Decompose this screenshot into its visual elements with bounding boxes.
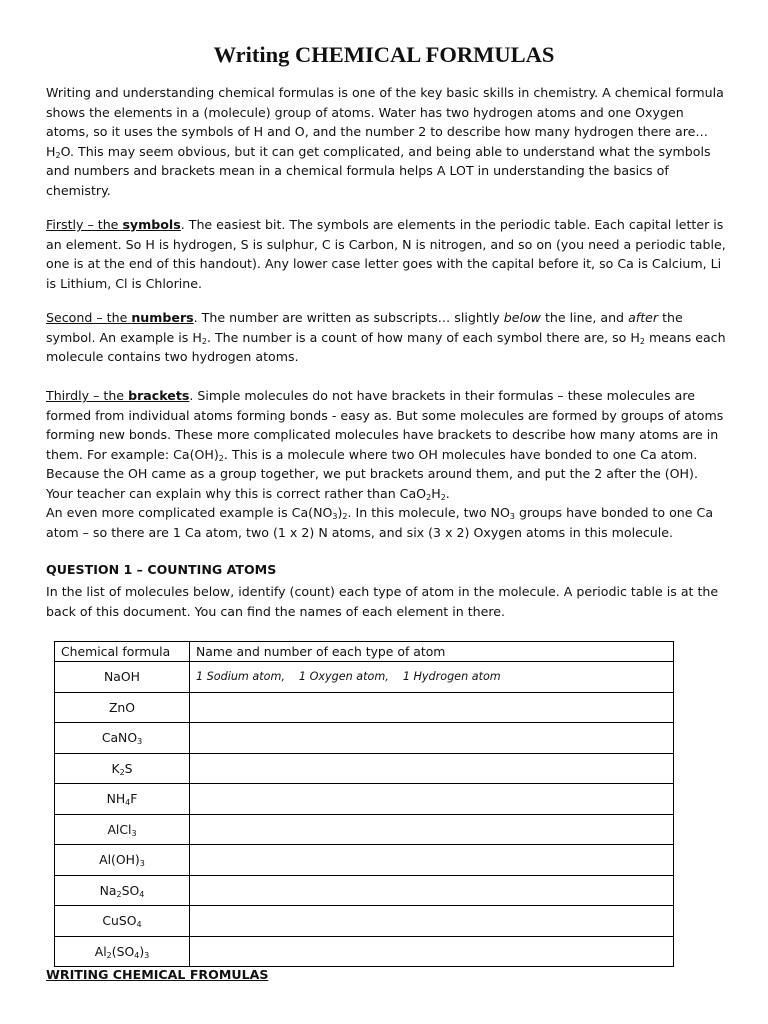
keyword-brackets: brackets (128, 388, 190, 403)
table-header-row (55, 642, 674, 662)
formula-cell: NaOH (55, 662, 190, 693)
question1-instructions: In the list of molecules below, identify (count) each type of atom in the molecule. A periodic table is at the back of this document. You can find the names of each element in there. (46, 584, 719, 619)
formula-cell: $NH_4F$ (55, 784, 190, 815)
answer-cell[interactable] (190, 936, 674, 967)
formula-cell: CaNO$_3$ (55, 723, 190, 754)
formula-cell: $Al_2(SO_4)_3$ (55, 936, 190, 967)
atom-count-table (54, 641, 674, 967)
table-row (55, 753, 674, 784)
header-atom-names: Name and number of each type of atom (190, 642, 674, 662)
example-answer-cell: 1 Sodium atom, 1 Oxygen atom, 1 Hydrogen atom (190, 662, 674, 693)
formula-cell: CuSO$_4$ (55, 906, 190, 937)
table-row (55, 906, 674, 937)
numbers-paragraph: Second – the numbers. The number are written as subscripts… slightly below the line, and after the symbol. An example is $H_2$. The number is a count of how many of each symbol there are, so $H_2$ means each molecule contains two hydrogen atoms. (46, 310, 726, 364)
header-chemical-formula: Chemical formula (55, 642, 190, 662)
formula-cell: $K_2S$ (55, 753, 190, 784)
formula-cell: ZnO (55, 692, 190, 723)
answer-cell[interactable] (190, 784, 674, 815)
table-row (55, 784, 674, 815)
table-row (55, 662, 674, 693)
answer-cell[interactable] (190, 814, 674, 845)
formula-cell: $Na_2SO_4$ (55, 875, 190, 906)
answer-cell[interactable] (190, 845, 674, 876)
symbols-paragraph: Firstly – the symbols. The easiest bit. The symbols are elements in the periodic table. Each capital letter is an element. So H is hydrogen, S is sulphur, C is Carbon, N is nitrogen, and so on (you need a periodic table, one is at the end of this handout). Any lower case letter goes with the capital before it, so Ca is Calcium, Li is Lithium, Cl is Chlorine. (46, 217, 726, 291)
section-heading-writing: WRITING CHEMICAL FROMULAS (46, 967, 269, 982)
table-row (55, 875, 674, 906)
table-row (55, 936, 674, 967)
keyword-numbers: numbers (131, 310, 194, 325)
keyword-symbols: symbols (122, 217, 181, 232)
answer-cell[interactable] (190, 753, 674, 784)
table-row (55, 845, 674, 876)
question1-heading: QUESTION 1 – COUNTING ATOMS (46, 562, 277, 577)
formula-cell: AlCl$_3$ (55, 814, 190, 845)
formula-cell: $Al(OH)_3$ (55, 845, 190, 876)
answer-cell[interactable] (190, 875, 674, 906)
page-title: Writing CHEMICAL FORMULAS (213, 42, 555, 67)
table-row (55, 723, 674, 754)
intro-paragraph: Writing and understanding chemical formulas is one of the key basic skills in chemistry. A chemical formula shows the elements in a (molecule) group of atoms. Water has two hydrogen atoms and one Oxygen atoms, so it uses the symbols of H and O, and the number 2 to describe how many hydrogen there are… $H_2O$. This may seem obvious, but it can get complicated, and being able to understand what the symbols and numbers and brackets mean in a chemical formula helps A LOT in understanding the basics of chemistry. (46, 85, 724, 198)
table-row (55, 692, 674, 723)
answer-cell[interactable] (190, 692, 674, 723)
brackets-paragraph: Thirdly – the brackets. Simple molecules do not have brackets in their formulas – these molecules are formed from individual atoms forming bonds - easy as. But some molecules are formed by groups of atoms forming new bonds. These more complicated molecules have brackets to describe how many atoms are in them. For example: $Ca(OH)_2$. This is a molecule where two OH molecules have bonded to one Ca atom. Because the OH came as a group together, we put brackets around them, and put the 2 after the (OH). Your teacher can explain why this is correct rather than $CaO_2H_2$. An even more complicated example is $Ca(NO_3)_2$. In this molecule, two $NO_3$ groups have bonded to one Ca atom – so there are 1 Ca atom, two (1 x 2) N atoms, and six (3 x 2) Oxygen atoms in this molecule. (46, 388, 724, 540)
answer-cell[interactable] (190, 723, 674, 754)
answer-cell[interactable] (190, 906, 674, 937)
table-row (55, 814, 674, 845)
